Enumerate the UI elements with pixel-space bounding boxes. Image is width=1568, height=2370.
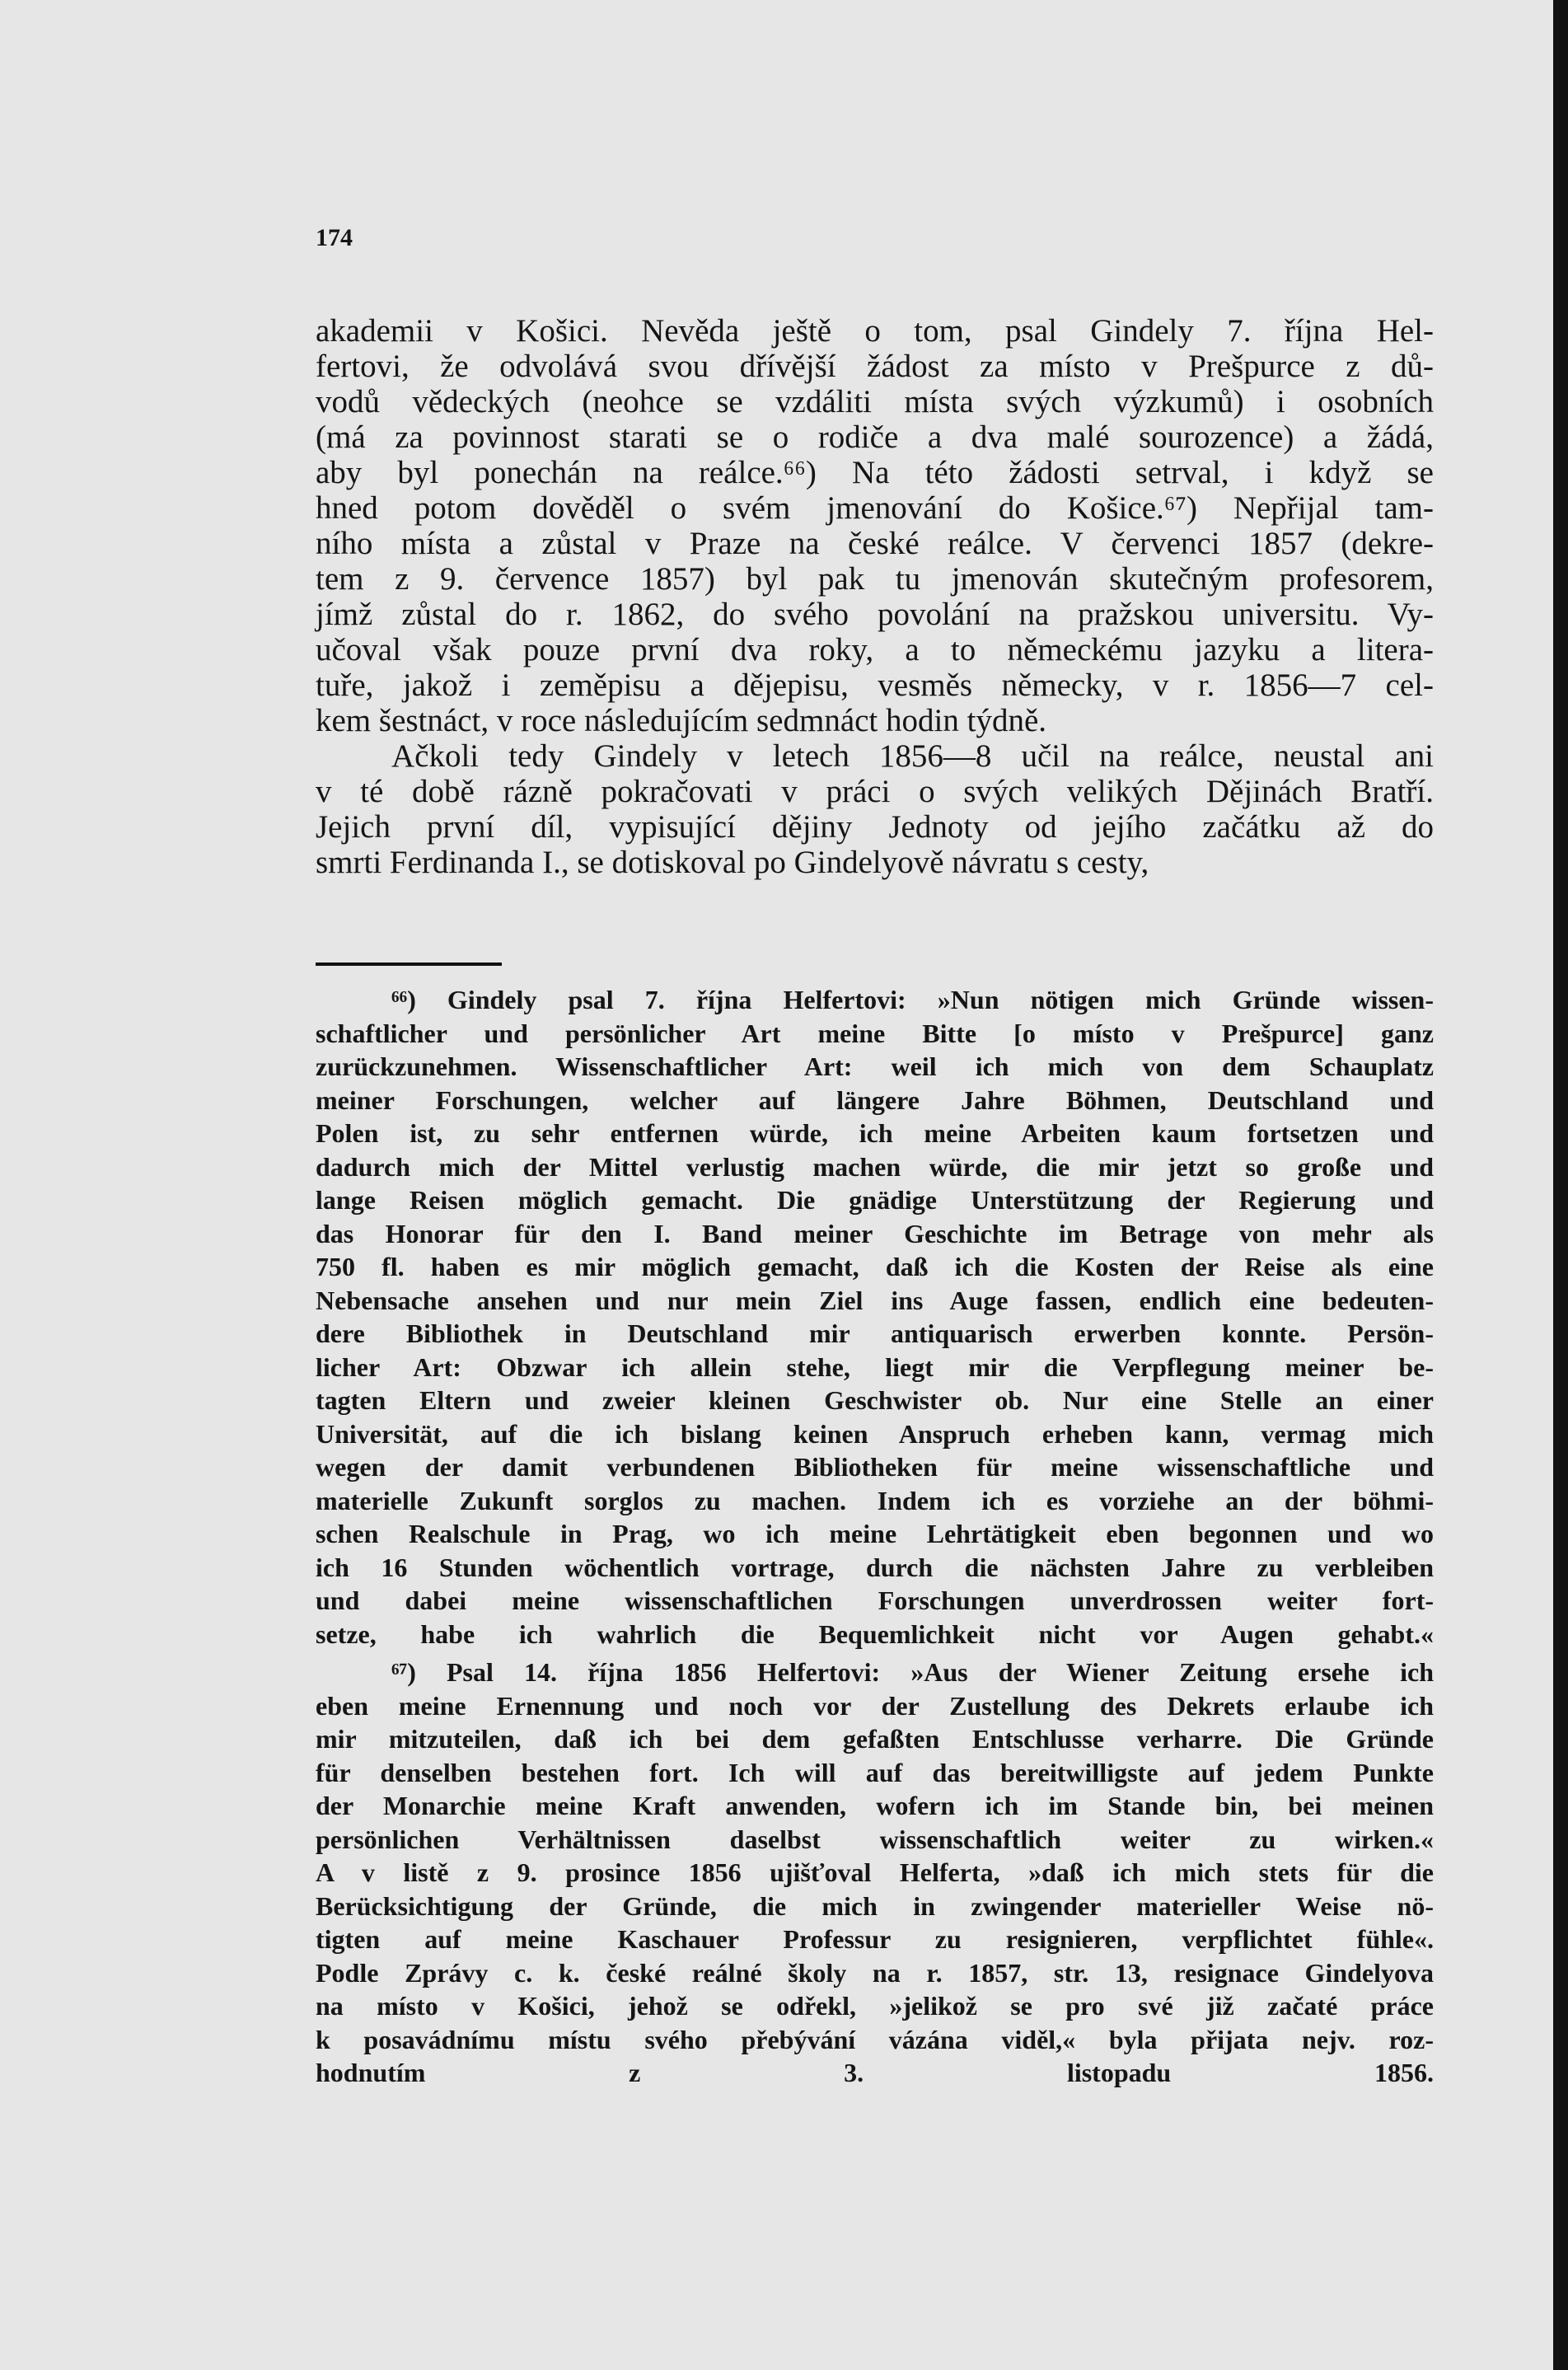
text-line: k posavádnímu místu svého přebývání vázána viděl,« byla přijata nejv. roz- (316, 2024, 1434, 2054)
text-line: Podle Zprávy c. k. české reálné školy na r. 1857, str. 13, resignace Gindelyova (316, 1957, 1434, 1988)
text-line: Nebensache ansehen und nur mein Ziel ins Auge fassen, endlich eine bedeuten- (316, 1285, 1434, 1315)
text-line: Polen ist, zu sehr entfernen würde, ich meine Arbeiten kaum fortsetzen und (316, 1118, 1434, 1148)
text-line: schen Realschule in Prag, wo ich meine Lehrtätigkeit eben begonnen und wo (316, 1519, 1434, 1548)
text-line: vodů vědeckých (neohce se vzdáliti místa svých výzkumů) i osobních (316, 384, 1434, 419)
page-number: 174 (316, 224, 353, 251)
text-line: Universität, auf die ich bislang keinen Anspruch erheben kann, vermag mich (316, 1418, 1434, 1449)
text-line: ich 16 Stunden wöchentlich vortrage, durch die nächsten Jahre zu verbleiben (316, 1552, 1434, 1582)
text-line: für denselben bestehen fort. Ich will auf das bereitwilligste auf jedem Punkte (316, 1757, 1434, 1787)
text-line: aby byl ponechán na reálce.⁶⁶) Na této žádosti setrval, i když se (316, 455, 1434, 490)
scan-edge (1553, 0, 1568, 2370)
text-line: kem šestnáct, v roce následujícím sedmnáct hodin týdně. (316, 703, 1047, 738)
text-line: setze, habe ich wahrlich die Bequemlichkeit nicht vor Augen gehabt.« (316, 1618, 1434, 1649)
text-line: hodnutím z 3. listopadu 1856. (316, 2058, 1434, 2087)
text-line: materielle Zukunft sorglos zu machen. Indem ich es vorziehe an der böhmi- (316, 1485, 1434, 1515)
text-line: ⁶⁷) Psal 14. října 1856 Helfertovi: »Aus der Wiener Zeitung ersehe ich (391, 1657, 1434, 1687)
text-line: Ačkoli tedy Gindely v letech 1856—8 učil na reálce, neustal ani (391, 738, 1434, 774)
text-line: schaftlicher und persönlicher Art meine Bitte [o místo v Prešpurce] ganz (316, 1018, 1434, 1048)
main-text (316, 313, 1434, 880)
text-line: A v listě z 9. prosince 1856 ujišťoval Helferta, »daß ich mich stets für die (316, 1857, 1434, 1887)
text-line: und dabei meine wissenschaftlichen Forschungen unverdrossen weiter fort- (316, 1585, 1434, 1615)
text-line: eben meine Ernennung und noch vor der Zustellung des Dekrets erlaube ich (316, 1690, 1434, 1721)
text-line: tigten auf meine Kaschauer Professur zu resignieren, verpflichtet fühle«. (316, 1924, 1434, 1954)
text-line: dere Bibliothek in Deutschland mir antiquarisch erwerben konnte. Persön- (316, 1318, 1434, 1348)
text-line: zurückzunehmen. Wissenschaftlicher Art: weil ich mich von dem Schauplatz (316, 1052, 1434, 1081)
text-line: tem z 9. července 1857) byl pak tu jmenován skutečným profesorem, (316, 561, 1434, 597)
text-line: v té době rázně pokračovati v práci o svých velikých Dějinách Bratří. (316, 774, 1434, 809)
text-line: na místo v Košici, jehož se odřekl, »jelikož se pro své již začaté práce (316, 1991, 1434, 2021)
text-line: tagten Eltern und zweier kleinen Geschwister ob. Nur eine Stelle an einer (316, 1385, 1434, 1415)
text-line: Berücksichtigung der Gründe, die mich in zwingender materieller Weise nö- (316, 1890, 1434, 1921)
text-line: meiner Forschungen, welcher auf längere Jahre Böhmen, Deutschland und (316, 1084, 1434, 1115)
paragraph (316, 738, 1434, 880)
text-line: (má za povinnost starati se o rodiče a dva malé sourozence) a žádá, (316, 419, 1434, 455)
text-line: ⁶⁶) Gindely psal 7. října Helfertovi: »Nun nötigen mich Gründe wissen- (391, 985, 1434, 1014)
text-line: dadurch mich der Mittel verlustig machen würde, die mir jetzt so große und (316, 1151, 1434, 1182)
text-line: smrti Ferdinanda I., se dotiskoval po Gindelyově návratu s cesty, (316, 845, 1149, 880)
text-line: das Honorar für den I. Band meiner Geschichte im Betrage von mehr als (316, 1218, 1434, 1248)
text-line: persönlichen Verhältnissen daselbst wissenschaftlich weiter zu wirken.« (316, 1824, 1434, 1854)
text-line: mir mitzuteilen, daß ich bei dem gefaßten Entschlusse verharre. Die Gründe (316, 1724, 1434, 1754)
text-line: wegen der damit verbundenen Bibliotheken für meine wissenschaftliche und (316, 1452, 1434, 1482)
text-line: učoval však pouze první dva roky, a to německému jazyku a litera- (316, 632, 1434, 667)
text-line: lange Reisen möglich gemacht. Die gnädige Unterstützung der Regierung und (316, 1185, 1434, 1215)
text-line: fertovi, že odvolává svou dřívější žádost za místo v Prešpurce z dů- (316, 349, 1434, 384)
text-line: tuře, jakož i zeměpisu a dějepisu, vesměs německy, v r. 1856—7 cel- (316, 667, 1434, 703)
footnote (316, 1656, 1434, 2090)
text-line: akademii v Košici. Nevěda ještě o tom, psal Gindely 7. října Hel- (316, 313, 1434, 349)
text-line: der Monarchie meine Kraft anwenden, wofern ich im Stande bin, bei meinen (316, 1791, 1434, 1820)
text-line: hned potom dověděl o svém jmenování do Košice.⁶⁷) Nepřijal tam- (316, 490, 1434, 526)
text-line: ního místa a zůstal v Praze na české reálce. V červenci 1857 (dekre- (316, 526, 1434, 561)
text-line: jímž zůstal do r. 1862, do svého povolání na pražskou universitu. Vy- (316, 597, 1434, 632)
text-line: licher Art: Obzwar ich allein stehe, liegt mir die Verpflegung meiner be- (316, 1351, 1434, 1382)
footnote (316, 983, 1434, 1651)
paragraph (316, 313, 1434, 738)
text-line: 750 fl. haben es mir möglich gemacht, daß ich die Kosten der Reise als eine (316, 1252, 1434, 1281)
footnote-rule (316, 963, 502, 966)
footnotes (316, 983, 1434, 2095)
text-line: Jejich první díl, vypisující dějiny Jednoty od jejího začátku až do (316, 809, 1434, 845)
